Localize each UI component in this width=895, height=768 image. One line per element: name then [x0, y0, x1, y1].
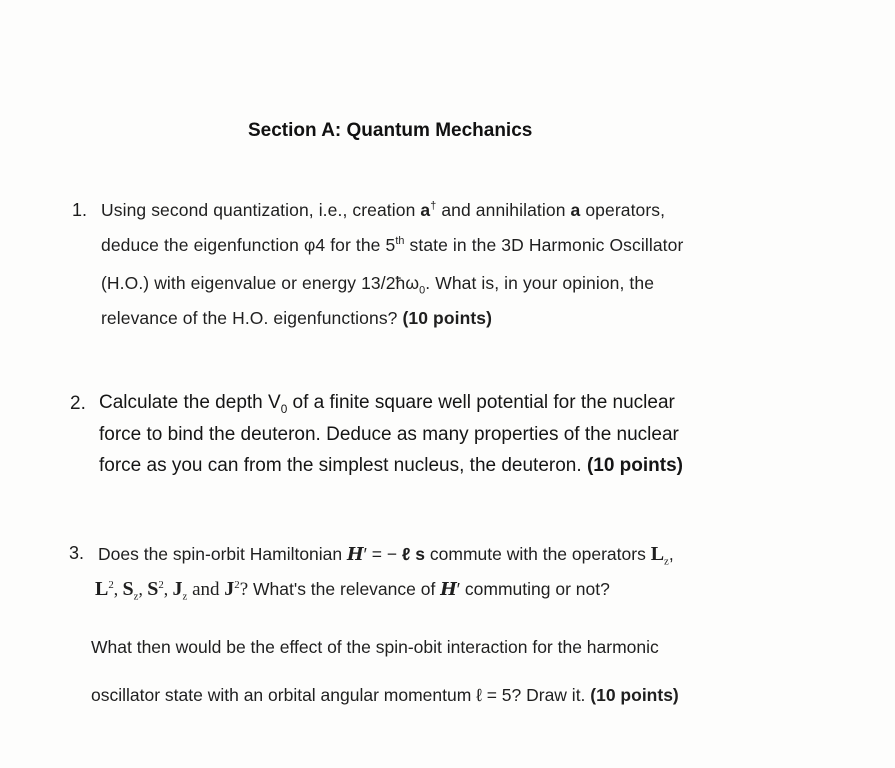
question-line: deduce the eigenfunction φ4 for the 5th state in the 3D Harmonic Oscillator	[101, 235, 684, 255]
question-line: oscillator state with an orbital angular momentum ℓ = 5? Draw it. (10 points)	[91, 685, 679, 705]
question-number: 1.	[72, 200, 88, 220]
question-line: What then would be the effect of the spin-obit interaction for the harmonic	[91, 637, 659, 657]
hamiltonian-symbol: H	[347, 545, 364, 565]
question-line: Calculate the depth $V_0$ of a finite square well potential for the nuclear	[99, 392, 675, 416]
points-label: (10 points)	[402, 308, 493, 328]
question-number: 2.	[70, 393, 86, 414]
points-label: (10 points)	[586, 455, 683, 476]
hamiltonian-symbol: H	[440, 580, 457, 600]
question-number: 3.	[69, 543, 85, 563]
question-line: (H.O.) with eigenvalue or energy $13/2ħ\omega_0$. What is, in your opinion, the	[101, 273, 655, 297]
question-line: relevance of the H.O. eigenfunctions? (10 points)	[101, 308, 493, 328]
question-line: Using second quantization, i.e., creation a† and annihilation a operators,	[101, 200, 666, 220]
question-line: Does the spin-orbit Hamiltonian H′ = − ℓ s commute with the operators $L_z$,	[98, 543, 674, 568]
question-line: force to bind the deuteron. Deduce as many properties of the nuclear	[99, 424, 679, 445]
points-label: (10 points)	[590, 685, 679, 705]
question-line: $L^2$, $S_z$, $S^2$, $J_z$ and $J^2$? What's the relevance of H′ commuting or not?	[95, 578, 610, 603]
question-line: force as you can from the simplest nucleus, the deuteron. (10 points)	[99, 455, 683, 476]
section-title: Section A: Quantum Mechanics	[248, 120, 533, 141]
